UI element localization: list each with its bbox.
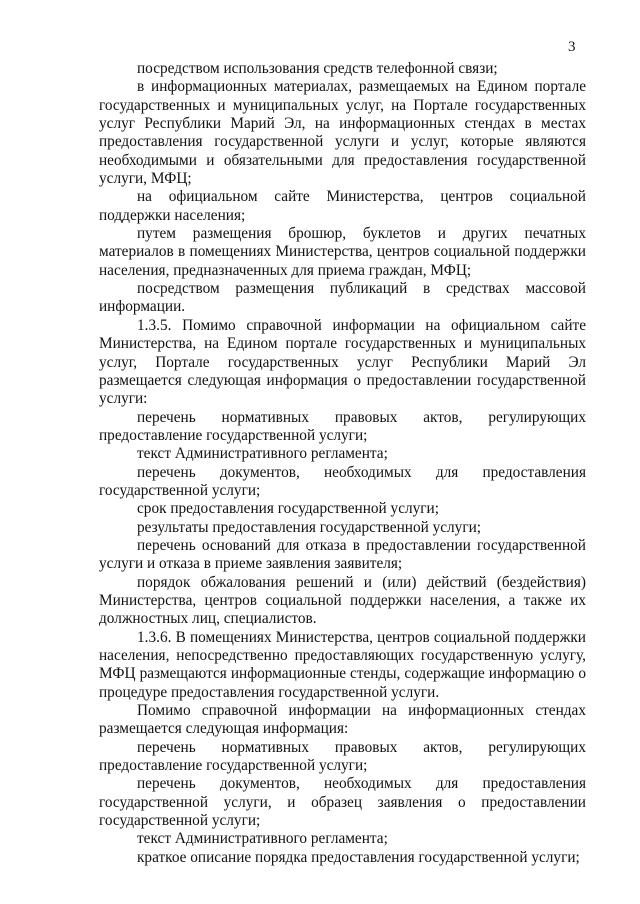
- paragraph: в информационных материалах, размещаемых на Едином портале государственных и муниципальных услуг, на Портале государственных услуг Республики Марий Эл, на информационных стендах в местах предоставления государственной услуги и услуг, которые являются необходимыми и обязательными для предоставления государственной услуги, МФЦ;: [99, 78, 586, 188]
- paragraph: результаты предоставления государственной услуги;: [137, 518, 482, 536]
- paragraph: посредством размещения публикаций в средствах массовой информации.: [99, 280, 586, 316]
- document-body: [99, 60, 586, 867]
- paragraph: срок предоставления государственной услуги;: [137, 500, 439, 518]
- paragraph: 1.3.6. В помещениях Министерства, центров социальной поддержки населения, непосредственно предоставляющих государственную услугу, МФЦ размещаются информационные стенды, содержащие информацию о процедуре предоставления государственной услуги.: [99, 628, 586, 701]
- paragraph: путем размещения брошюр, буклетов и других печатных материалов в помещениях Министерства, центров социальной поддержки населения, предназначенных для приема граждан, МФЦ;: [99, 225, 586, 279]
- paragraph: Помимо справочной информации на информационных стендах размещается следующая информация:: [99, 702, 586, 738]
- paragraph: 1.3.5. Помимо справочной информации на официальном сайте Министерства, на Едином портале государственных и муниципальных услуг, Портале государственных услуг Республики Марий Эл размещается следующая информация о предоставлении государственной услуги:: [99, 316, 586, 408]
- page-number: 3: [568, 39, 576, 55]
- paragraph: перечень документов, необходимых для предоставления государственной услуги;: [99, 463, 586, 499]
- paragraph: перечень нормативных правовых актов, регулирующих предоставление государственной услуги;: [99, 738, 586, 775]
- paragraph: краткое описание порядка предоставления государственной услуги;: [137, 848, 580, 866]
- paragraph: перечень оснований для отказа в предоставлении государственной услуги и отказа в приеме заявления заявителя;: [99, 536, 586, 573]
- paragraph: текст Административного регламента;: [137, 445, 388, 463]
- paragraph: перечень нормативных правовых актов, регулирующих предоставление государственной услуги;: [99, 408, 586, 444]
- paragraph: на официальном сайте Министерства, центров социальной поддержки населения;: [99, 188, 586, 224]
- paragraph: перечень документов, необходимых для предоставления государственной услуги, и образец заявления о предоставлении государственной услуги;: [99, 775, 586, 830]
- paragraph: текст Административного регламента;: [137, 830, 388, 848]
- paragraph: порядок обжалования решений и (или) действий (бездействия) Министерства, центров социальной поддержки населения, а также их должностных лиц, специалистов.: [99, 573, 586, 628]
- paragraph: посредством использования средств телефонной связи;: [137, 60, 498, 77]
